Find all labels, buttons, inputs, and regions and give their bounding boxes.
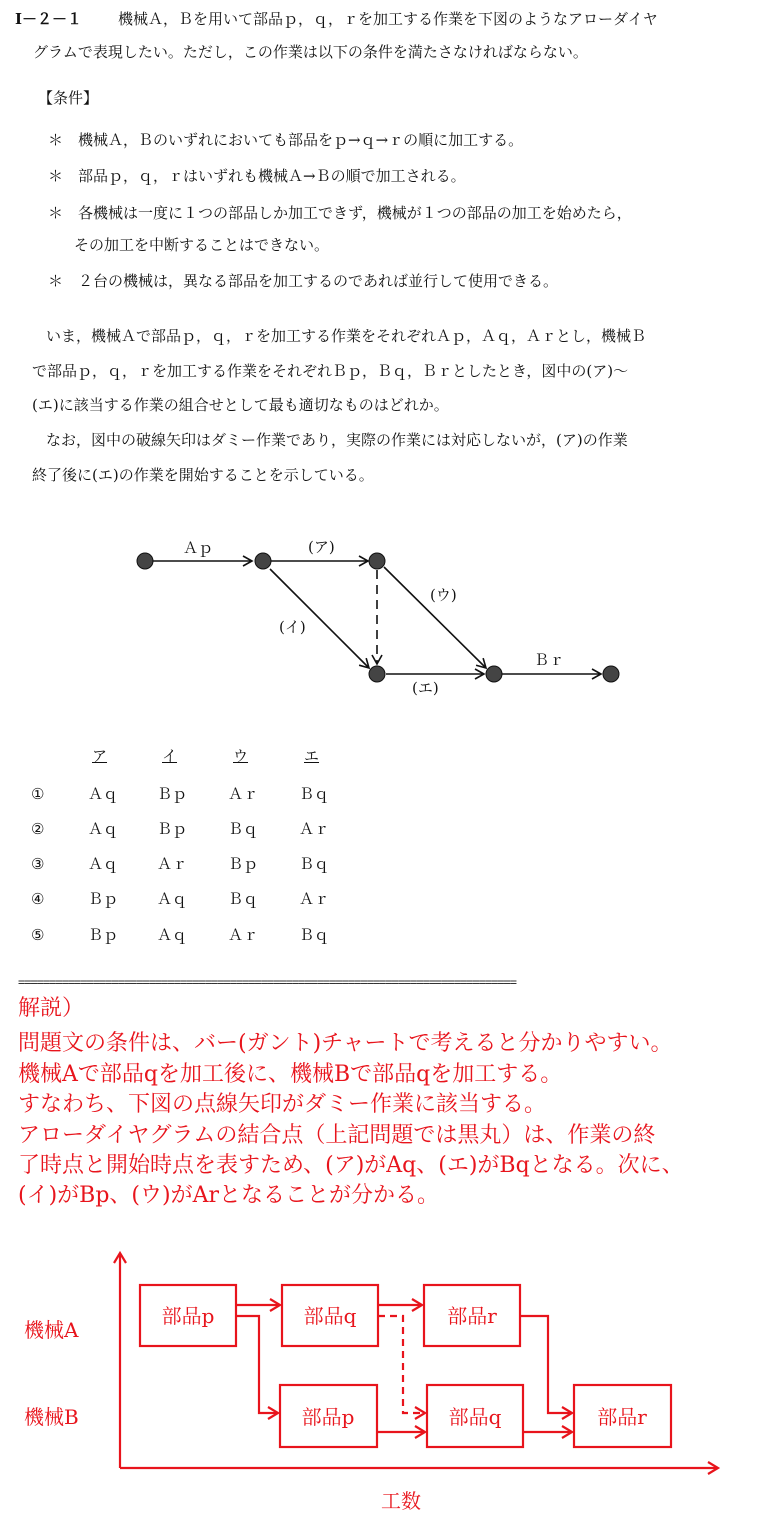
choice-3-e: Ｂｑ: [299, 855, 330, 873]
box-b-q-label: 部品q: [448, 1405, 502, 1429]
choice-3-a: Ａｑ: [88, 855, 119, 873]
arrow-ar-br: [520, 1316, 572, 1413]
edge-u: [384, 567, 486, 668]
gantt-diagram: [0, 1240, 774, 1529]
choice-2-u: Ｂｑ: [228, 820, 259, 838]
label-ap: Ａｐ: [183, 539, 214, 557]
choice-no-1: ①: [31, 785, 45, 803]
explanation-line-4: アローダイヤグラムの結合点（上記問題では黒丸）は、作業の終: [18, 1123, 656, 1148]
header-e: エ: [304, 747, 320, 765]
header-a: ア: [92, 747, 108, 765]
node-1: [137, 553, 153, 569]
explanation-line-3: すなわち、下図の点線矢印がダミー作業に該当する。: [18, 1092, 547, 1117]
separator: ================================================================================: [18, 975, 516, 989]
condition-2: ＊ 部品ｐ，ｑ，ｒはいずれも機械Ａ→Ｂの順で加工される。: [48, 167, 466, 185]
choice-3-u: Ｂｐ: [228, 855, 259, 873]
node-3: [369, 553, 385, 569]
condition-3-cont: その加工を中断することはできない。: [74, 236, 330, 254]
arrow-dummy: [378, 1316, 425, 1413]
paragraph-2-line-1: なお，図中の破線矢印はダミー作業であり，実際の作業には対応しないが，(ア)の作業: [46, 431, 628, 449]
node-5: [486, 666, 502, 682]
choice-3-i: Ａｒ: [157, 855, 188, 873]
explanation-line-2: 機械Aで部品qを加工後に、機械Bで部品qを加工する。: [18, 1062, 563, 1087]
choice-2-e: Ａｒ: [299, 820, 330, 838]
choice-5-u: Ａｒ: [228, 926, 259, 944]
question-number: Ⅰ－２－１: [15, 10, 83, 28]
x-axis-label: 工数: [381, 1489, 421, 1513]
question-line-2: グラムで表現したい。ただし，この作業は以下の条件を満たさなければならない。: [33, 43, 588, 61]
box-b-p-label: 部品p: [301, 1405, 355, 1429]
choice-4-a: Ｂｐ: [88, 890, 119, 908]
arrow-diagram: [0, 520, 774, 710]
conditions-heading: 【条件】: [38, 89, 99, 107]
choice-no-4: ④: [31, 890, 45, 908]
paragraph-2-line-2: 終了後に(エ)の作業を開始することを示している。: [32, 466, 374, 484]
choice-4-i: Ａｑ: [157, 890, 188, 908]
header-u: ウ: [233, 747, 249, 765]
choice-1-u: Ａｒ: [228, 785, 259, 803]
explanation-line-1: 問題文の条件は、バー(ガント)チャートで考えると分かりやすい。: [18, 1031, 673, 1056]
choice-1-a: Ａｑ: [88, 785, 119, 803]
choice-no-5: ⑤: [31, 926, 45, 944]
row-label-machine-a: 機械A: [24, 1318, 79, 1342]
label-i: (イ): [279, 618, 306, 636]
row-label-machine-b: 機械B: [24, 1405, 79, 1429]
explanation-line-5: 了時点と開始時点を表すため、(ア)がAq、(エ)がBqとなる。次に、: [18, 1153, 684, 1178]
condition-4: ＊ ２台の機械は，異なる部品を加工するのであれば並行して使用できる。: [48, 272, 559, 290]
label-br: Ｂｒ: [534, 651, 565, 669]
box-a-p-label: 部品p: [161, 1304, 215, 1328]
choice-1-i: Ｂｐ: [157, 785, 188, 803]
choice-5-i: Ａｑ: [157, 926, 188, 944]
arrow-ap-bp: [236, 1316, 278, 1413]
header-i: イ: [162, 747, 178, 765]
question-line-1: 機械Ａ，Ｂを用いて部品ｐ，ｑ，ｒを加工する作業を下図のようなアローダイヤ: [118, 10, 658, 28]
choice-2-i: Ｂｐ: [157, 820, 188, 838]
choice-2-a: Ａｑ: [88, 820, 119, 838]
choice-4-e: Ａｒ: [299, 890, 330, 908]
choice-no-3: ③: [31, 855, 45, 873]
choice-1-e: Ｂｑ: [299, 785, 330, 803]
choice-no-2: ②: [31, 820, 45, 838]
choice-5-e: Ｂｑ: [299, 926, 330, 944]
choice-5-a: Ｂｐ: [88, 926, 119, 944]
paragraph-1-line-1: いま，機械Ａで部品ｐ，ｑ，ｒを加工する作業をそれぞれＡｐ，Ａｑ，Ａｒとし，機械Ｂ: [46, 327, 647, 345]
box-a-q-label: 部品q: [303, 1304, 357, 1328]
label-a: (ア): [308, 538, 335, 556]
label-u: (ウ): [430, 586, 457, 604]
box-a-r-label: 部品r: [447, 1304, 497, 1328]
node-2: [255, 553, 271, 569]
explanation-line-6: (イ)がBp、(ウ)がArとなることが分かる。: [18, 1183, 439, 1208]
paragraph-1-line-3: (エ)に該当する作業の組合せとして最も適切なものはどれか。: [32, 396, 449, 414]
node-6: [603, 666, 619, 682]
choice-4-u: Ｂｑ: [228, 890, 259, 908]
condition-3: ＊ 各機械は一度に１つの部品しか加工できず，機械が１つの部品の加工を始めたら，: [48, 204, 632, 222]
explanation-heading: 解説）: [18, 996, 85, 1021]
node-4: [369, 666, 385, 682]
paragraph-1-line-2: で部品ｐ，ｑ，ｒを加工する作業をそれぞれＢｐ，Ｂｑ，Ｂｒとしたとき，図中の(ア)～: [32, 362, 629, 380]
box-b-r-label: 部品r: [597, 1405, 647, 1429]
condition-1: ＊ 機械Ａ，Ｂのいずれにおいても部品をｐ→ｑ→ｒの順に加工する。: [48, 131, 524, 149]
label-e: (エ): [412, 679, 439, 697]
